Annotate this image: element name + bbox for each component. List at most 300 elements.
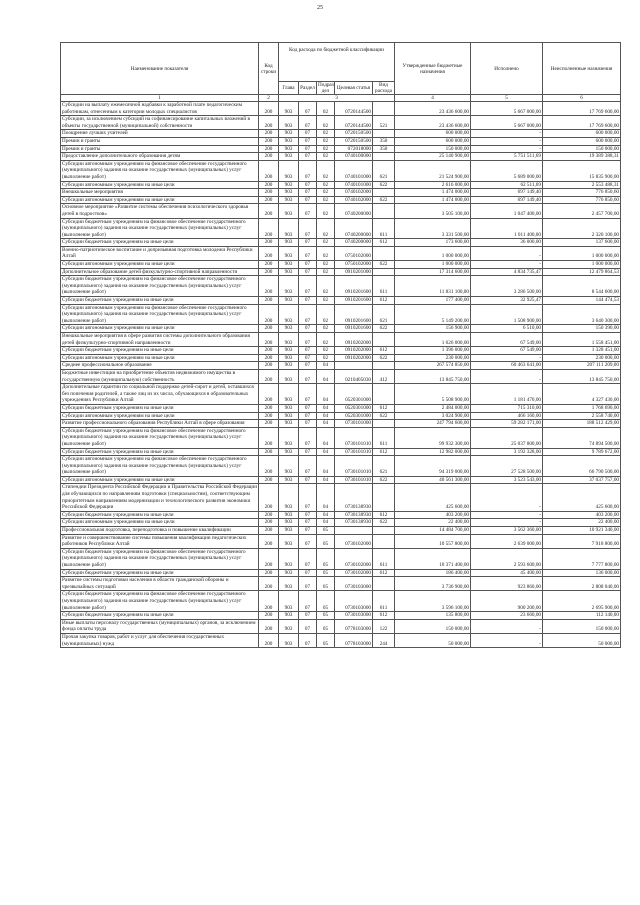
target-item-code: 0910202000 xyxy=(335,354,373,362)
chapter-code: 903 xyxy=(279,268,299,276)
section-code: 07 xyxy=(299,362,317,370)
executed-amount: 5 689 000,00 xyxy=(471,160,543,181)
row-code: 200 xyxy=(259,633,279,647)
executed-amount: 900 200,00 xyxy=(471,591,543,612)
row-code: 200 xyxy=(259,569,279,577)
row-name: Субсидии автономным учреждениям на иные цели xyxy=(61,325,259,333)
unexecuted-amount: 144 474,53 xyxy=(543,297,621,305)
chapter-code: 903 xyxy=(279,145,299,153)
table-row xyxy=(61,633,621,647)
approved-amount: 12 982 000,00 xyxy=(395,448,471,456)
expense-type-code: 521 xyxy=(373,116,395,130)
row-name: Развитие системы подготовки населения в области гражданской обороны и чрезвычайных ситуаций xyxy=(61,577,259,591)
expense-type-code: 621 xyxy=(373,160,395,181)
table-row xyxy=(61,347,621,355)
target-item-code: 0740100000 xyxy=(335,153,373,161)
row-name: Предоставление дополнительного образования детям xyxy=(61,153,259,161)
chapter-code: 903 xyxy=(279,427,299,448)
section-code: 07 xyxy=(299,511,317,519)
section-code: 07 xyxy=(299,218,317,239)
expense-type-code xyxy=(373,333,395,347)
target-item-code: 0720144500 xyxy=(335,116,373,130)
expense-type-code: 350 xyxy=(373,137,395,145)
table-row xyxy=(61,218,621,239)
expense-type-code xyxy=(373,534,395,548)
chapter-code: 903 xyxy=(279,153,299,161)
target-item-code: 0720144500 xyxy=(335,102,373,116)
row-code: 200 xyxy=(259,276,279,297)
approved-amount: 23 436 600,00 xyxy=(395,102,471,116)
expense-type-code xyxy=(373,130,395,138)
section-code: 07 xyxy=(299,404,317,412)
target-item-code: 0730103000 xyxy=(335,612,373,620)
unexecuted-amount: 2 808 040,00 xyxy=(543,577,621,591)
approved-amount: 5 508 900,00 xyxy=(395,384,471,405)
unexecuted-amount: 1 328 451,00 xyxy=(543,347,621,355)
section-code: 07 xyxy=(299,276,317,297)
table-row xyxy=(61,116,621,130)
section-code: 07 xyxy=(299,591,317,612)
chapter-code: 903 xyxy=(279,160,299,181)
row-name: Субсидии автономным учреждениям на иные цели xyxy=(61,476,259,484)
section-code: 07 xyxy=(299,261,317,269)
row-name: Субсидии автономным учреждениям на иные цели xyxy=(61,354,259,362)
table-row xyxy=(61,448,621,456)
chapter-code: 903 xyxy=(279,304,299,325)
section-code: 07 xyxy=(299,456,317,477)
unexecuted-amount: 3 640 300,00 xyxy=(543,304,621,325)
section-code: 07 xyxy=(299,268,317,276)
unexecuted-amount: 150 000,00 xyxy=(543,145,621,153)
section-code: 07 xyxy=(299,519,317,527)
unexecuted-amount: 9 789 672,00 xyxy=(543,448,621,456)
approved-amount: 247 794 600,00 xyxy=(395,420,471,428)
approved-amount: 186 400,00 xyxy=(395,569,471,577)
table-row xyxy=(61,619,621,633)
chapter-code: 903 xyxy=(279,633,299,647)
subsection-code: 04 xyxy=(317,511,335,519)
subsection-code: 02 xyxy=(317,297,335,305)
section-code: 07 xyxy=(299,297,317,305)
row-code: 200 xyxy=(259,130,279,138)
row-name: Субсидии, за исключением субсидий на софинансирование капитальных вложений в объекты государственной (муниципальной) собственности xyxy=(61,116,259,130)
table-row xyxy=(61,577,621,591)
chapter-code: 903 xyxy=(279,476,299,484)
approved-amount: 11 831 100,00 xyxy=(395,276,471,297)
executed-amount: 2 639 000,00 xyxy=(471,534,543,548)
executed-amount: 923 860,00 xyxy=(471,577,543,591)
target-item-code: 0740102000 xyxy=(335,189,373,197)
section-code: 07 xyxy=(299,130,317,138)
subsection-code: 02 xyxy=(317,347,335,355)
target-item-code: 0910201600 xyxy=(335,325,373,333)
row-code: 200 xyxy=(259,261,279,269)
chapter-code: 903 xyxy=(279,297,299,305)
section-code: 07 xyxy=(299,246,317,260)
expense-type-code: 622 xyxy=(373,354,395,362)
row-name: Дополнительное образование детей физкультурно-спортивной направленности xyxy=(61,268,259,276)
chapter-code: 903 xyxy=(279,519,299,527)
section-code: 07 xyxy=(299,384,317,405)
chapter-code: 903 xyxy=(279,333,299,347)
table-row xyxy=(61,160,621,181)
unexecuted-amount: 2 457 700,00 xyxy=(543,204,621,218)
header-subsection: Подраз дел xyxy=(318,82,334,94)
section-code: 07 xyxy=(299,325,317,333)
expense-type-code xyxy=(373,102,395,116)
row-code: 200 xyxy=(259,218,279,239)
section-code: 07 xyxy=(299,369,317,383)
unexecuted-amount: 1 768 690,00 xyxy=(543,404,621,412)
row-code: 200 xyxy=(259,239,279,247)
row-name: Субсидии автономным учреждениям на финансовое обеспечение государственного (муниципального) задания на оказание государственных (муниципальных) услуг (выполнение работ) xyxy=(61,160,259,181)
row-name: Субсидии бюджетным учреждениям на иные цели xyxy=(61,347,259,355)
executed-amount: 1 047 400,00 xyxy=(471,204,543,218)
chapter-code: 903 xyxy=(279,511,299,519)
row-code: 200 xyxy=(259,456,279,477)
unexecuted-amount: 2 320 100,00 xyxy=(543,218,621,239)
subsection-code: 04 xyxy=(317,369,335,383)
section-code: 07 xyxy=(299,476,317,484)
expense-type-code: 612 xyxy=(373,404,395,412)
row-name: Субсидии бюджетным учреждениям на иные цели xyxy=(61,404,259,412)
executed-amount: 3 286 500,00 xyxy=(471,276,543,297)
chapter-code: 903 xyxy=(279,534,299,548)
header-chapter: Глава xyxy=(279,82,299,95)
section-code: 07 xyxy=(299,189,317,197)
row-name: Бюджетные инвестиции на приобретение объектов недвижимого имущества в государственную (муниципальную) собственность xyxy=(61,369,259,383)
executed-amount: 697 149,40 xyxy=(471,196,543,204)
unexecuted-amount: 150 000,00 xyxy=(543,619,621,633)
chapter-code: 903 xyxy=(279,261,299,269)
row-code: 200 xyxy=(259,404,279,412)
unexecuted-amount: 7 918 800,00 xyxy=(543,534,621,548)
target-item-code: 0720150500 xyxy=(335,137,373,145)
approved-amount: 2 616 000,00 xyxy=(395,181,471,189)
table-row xyxy=(61,325,621,333)
chapter-code: 903 xyxy=(279,448,299,456)
section-code: 07 xyxy=(299,527,317,535)
approved-amount: 150 000,00 xyxy=(395,619,471,633)
subsection-code: 05 xyxy=(317,633,335,647)
approved-amount: 177 400,00 xyxy=(395,297,471,305)
unexecuted-amount: 207 111 209,00 xyxy=(543,362,621,370)
row-code: 200 xyxy=(259,297,279,305)
target-item-code xyxy=(335,362,373,370)
unexecuted-amount: 1 000 000,00 xyxy=(543,246,621,260)
target-item-code: 0778103000 xyxy=(335,619,373,633)
chapter-code: 903 xyxy=(279,204,299,218)
row-code: 200 xyxy=(259,412,279,420)
subsection-code: 02 xyxy=(317,239,335,247)
approved-amount: 5 149 200,00 xyxy=(395,304,471,325)
approved-amount: 3 505 100,00 xyxy=(395,204,471,218)
unexecuted-amount: 7 777 800,00 xyxy=(543,548,621,569)
column-index: 5 xyxy=(471,95,543,102)
expense-type-code: 611 xyxy=(373,427,395,448)
chapter-code: 903 xyxy=(279,577,299,591)
unexecuted-amount: 8 544 600,00 xyxy=(543,276,621,297)
section-code: 07 xyxy=(299,204,317,218)
target-item-code: 0730138930 xyxy=(335,511,373,519)
expense-type-code xyxy=(373,484,395,511)
row-code: 200 xyxy=(259,420,279,428)
row-name: Субсидии бюджетным учреждениям на иные цели xyxy=(61,612,259,620)
column-index: 3 xyxy=(279,95,395,102)
target-item-code: 0740200000 xyxy=(335,204,373,218)
target-item-code: 0740200000 xyxy=(335,239,373,247)
chapter-code: 903 xyxy=(279,246,299,260)
unexecuted-amount: 2 558 740,00 xyxy=(543,412,621,420)
chapter-code: 903 xyxy=(279,181,299,189)
row-code: 200 xyxy=(259,160,279,181)
row-name: Профессиональная подготовка, переподготовка и повышение квалификации xyxy=(61,527,259,535)
executed-amount: 3 523 543,00 xyxy=(471,476,543,484)
section-code: 07 xyxy=(299,137,317,145)
row-name: Субсидии автономным учреждениям на финансовое обеспечение государственного (муниципального) задания на оказание государственных (муниципальных) услуг (выполнение работ) xyxy=(61,456,259,477)
subsection-code: 02 xyxy=(317,137,335,145)
chapter-code: 903 xyxy=(279,456,299,477)
executed-amount: - xyxy=(471,369,543,383)
executed-amount: - xyxy=(471,511,543,519)
column-index: 2 xyxy=(259,95,279,102)
chapter-code: 903 xyxy=(279,404,299,412)
row-code: 200 xyxy=(259,577,279,591)
row-code: 200 xyxy=(259,325,279,333)
chapter-code: 903 xyxy=(279,347,299,355)
unexecuted-amount: 403 200,00 xyxy=(543,511,621,519)
chapter-code: 903 xyxy=(279,116,299,130)
table-row xyxy=(61,268,621,276)
subsection-code: 02 xyxy=(317,102,335,116)
chapter-code: 903 xyxy=(279,239,299,247)
section-code: 07 xyxy=(299,577,317,591)
row-code: 200 xyxy=(259,189,279,197)
row-name: Военно-патриотическое воспитание и допризывная подготовка молодежи Республики Алтай xyxy=(61,246,259,260)
subsection-code: 04 xyxy=(317,427,335,448)
chapter-code: 903 xyxy=(279,420,299,428)
target-item-code: 0740101000 xyxy=(335,181,373,189)
subsection-code: 02 xyxy=(317,160,335,181)
approved-amount: 1 626 000,00 xyxy=(395,333,471,347)
executed-amount: 67 549,00 xyxy=(471,347,543,355)
target-item-code: 0910201000 xyxy=(335,268,373,276)
chapter-code: 903 xyxy=(279,548,299,569)
row-code: 200 xyxy=(259,347,279,355)
row-name: Внешкольные мероприятия в сфере развития системы дополнительного образования детей физкультурно-спортивной направленности xyxy=(61,333,259,347)
executed-amount: 1 508 900,00 xyxy=(471,304,543,325)
unexecuted-amount: 776 850,60 xyxy=(543,196,621,204)
subsection-code: 05 xyxy=(317,548,335,569)
section-code: 07 xyxy=(299,160,317,181)
unexecuted-amount: 50 000,00 xyxy=(543,633,621,647)
budget-execution-table xyxy=(60,42,621,648)
table-row xyxy=(61,137,621,145)
unexecuted-amount: 66 790 500,00 xyxy=(543,456,621,477)
table-row xyxy=(61,362,621,370)
target-item-code: 0730101010 xyxy=(335,448,373,456)
executed-amount: 5 667 000,00 xyxy=(471,102,543,116)
subsection-code: 02 xyxy=(317,196,335,204)
row-name: Субсидии бюджетным учреждениям на иные цели xyxy=(61,239,259,247)
subsection-code: 05 xyxy=(317,569,335,577)
expense-type-code: 622 xyxy=(373,196,395,204)
table-row xyxy=(61,189,621,197)
row-name: Субсидии автономным учреждениям на иные цели xyxy=(61,196,259,204)
table-row xyxy=(61,246,621,260)
subsection-code: 02 xyxy=(317,145,335,153)
executed-amount: 466 160,00 xyxy=(471,412,543,420)
subsection-code: 02 xyxy=(317,189,335,197)
row-name: Прочая закупка товаров, работ и услуг для обеспечения государственных (муниципальных) нужд xyxy=(61,633,259,647)
unexecuted-amount: 17 769 600,00 xyxy=(543,116,621,130)
subsection-code: 05 xyxy=(317,577,335,591)
row-name: Субсидии бюджетным учреждениям на иные цели xyxy=(61,448,259,456)
subsection-code: 02 xyxy=(317,276,335,297)
row-name: Субсидии автономным учреждениям на финансовое обеспечение государственного (муниципального) задания на оказание государственных (муниципальных) услуг (выполнение работ) xyxy=(61,304,259,325)
executed-amount: 5 751 511,69 xyxy=(471,153,543,161)
table-row xyxy=(61,612,621,620)
unexecuted-amount: 425 600,00 xyxy=(543,484,621,511)
subsection-code: 02 xyxy=(317,261,335,269)
subsection-code: 04 xyxy=(317,362,335,370)
table-row xyxy=(61,427,621,448)
executed-amount: 23 660,00 xyxy=(471,612,543,620)
unexecuted-amount: 10 921 340,00 xyxy=(543,527,621,535)
target-item-code: 0730138930 xyxy=(335,484,373,511)
subsection-code: 05 xyxy=(317,612,335,620)
row-name: Субсидии автономным учреждениям на иные цели xyxy=(61,519,259,527)
target-item-code: 0730102000 xyxy=(335,534,373,548)
section-code: 07 xyxy=(299,427,317,448)
header-name: Наименование показателя xyxy=(61,43,259,95)
subsection-code: 04 xyxy=(317,420,335,428)
subsection-code: 04 xyxy=(317,456,335,477)
table-row xyxy=(61,548,621,569)
header-classification: Код расхода по бюджетной классификации xyxy=(279,43,395,82)
expense-type-code xyxy=(373,204,395,218)
subsection-code: 04 xyxy=(317,412,335,420)
unexecuted-amount: 136 000,00 xyxy=(543,569,621,577)
table-row xyxy=(61,354,621,362)
expense-type-code: 621 xyxy=(373,304,395,325)
subsection-code: 02 xyxy=(317,116,335,130)
table-row xyxy=(61,261,621,269)
approved-amount: 267 574 850,00 xyxy=(395,362,471,370)
unexecuted-amount: 17 769 600,00 xyxy=(543,102,621,116)
table-row xyxy=(61,519,621,527)
subsection-code: 02 xyxy=(317,268,335,276)
table-row xyxy=(61,145,621,153)
section-code: 07 xyxy=(299,347,317,355)
section-code: 07 xyxy=(299,412,317,420)
row-code: 200 xyxy=(259,362,279,370)
chapter-code: 903 xyxy=(279,218,299,239)
section-code: 07 xyxy=(299,569,317,577)
row-name: Субсидии бюджетным учреждениям на финансовое обеспечение государственного (муниципального) задания на оказание государственных (муниципальных) услуг (выполнение работ) xyxy=(61,276,259,297)
table-row xyxy=(61,196,621,204)
subsection-code: 04 xyxy=(317,404,335,412)
section-code: 07 xyxy=(299,153,317,161)
target-item-code xyxy=(335,527,373,535)
target-item-code: 0910202000 xyxy=(335,347,373,355)
row-name: Дополнительные гарантии по социальной поддержке детей-сирот и детей, оставшихся без попечения родителей, а также лиц из их числа, обучающихся в образовательных учреждениях Республики Алтай xyxy=(61,384,259,405)
unexecuted-amount: 22 400,00 xyxy=(543,519,621,527)
subsection-code: 02 xyxy=(317,354,335,362)
row-code: 200 xyxy=(259,196,279,204)
row-code: 200 xyxy=(259,333,279,347)
target-item-code: 0750102000 xyxy=(335,246,373,260)
target-item-code: 0910201600 xyxy=(335,304,373,325)
target-item-code: 0730103000 xyxy=(335,577,373,591)
target-item-code: 0520301000 xyxy=(335,384,373,405)
subsection-code: 04 xyxy=(317,519,335,527)
target-item-code: 0730101000 xyxy=(335,420,373,428)
executed-amount: 59 282 171,00 xyxy=(471,420,543,428)
row-name: Развитие профессионального образования Республики Алтай в сфере образования xyxy=(61,420,259,428)
expense-type-code xyxy=(373,153,395,161)
expense-type-code: 622 xyxy=(373,412,395,420)
table-row xyxy=(61,181,621,189)
executed-amount: 5 667 000,00 xyxy=(471,116,543,130)
section-code: 07 xyxy=(299,633,317,647)
header-section: Раздел xyxy=(299,82,317,95)
table-row xyxy=(61,369,621,383)
row-code: 200 xyxy=(259,153,279,161)
expense-type-code: 612 xyxy=(373,448,395,456)
header-approved: Утвержденные бюджетные назначения xyxy=(395,43,471,95)
section-code: 07 xyxy=(299,145,317,153)
target-item-code: 0730103000 xyxy=(335,591,373,612)
unexecuted-amount: 137 600,00 xyxy=(543,239,621,247)
row-name: Субсидии бюджетным учреждениям на иные цели xyxy=(61,297,259,305)
expense-type-code: 612 xyxy=(373,612,395,620)
row-code: 200 xyxy=(259,204,279,218)
unexecuted-amount: 2 695 900,00 xyxy=(543,591,621,612)
header-unexecuted: Неисполненные назначения xyxy=(543,43,621,95)
section-code: 07 xyxy=(299,196,317,204)
expense-type-code xyxy=(373,189,395,197)
section-code: 07 xyxy=(299,534,317,548)
approved-amount: 3 331 500,00 xyxy=(395,218,471,239)
row-code: 200 xyxy=(259,116,279,130)
chapter-code: 903 xyxy=(279,612,299,620)
unexecuted-amount: 19 389 388,31 xyxy=(543,153,621,161)
expense-type-code: 622 xyxy=(373,181,395,189)
header-target-item: Целевая статья xyxy=(335,82,373,95)
row-name: Стипендии Президента Российской Федерации и Правительства Российской Федерации для обучающихся по направлениям подготовки (специальностям), соответствующим приоритетным направлениям модернизации и технологического развития экономики Российской Федерации xyxy=(62,484,257,511)
row-name: Субсидии бюджетным учреждениям на финансовое обеспечение государственного (муниципального) задания на оказание государственных (муниципальных) услуг (выполнение работ) xyxy=(61,591,259,612)
approved-amount: 99 932 300,00 xyxy=(395,427,471,448)
target-item-code: 0520301000 xyxy=(335,412,373,420)
chapter-code: 903 xyxy=(279,369,299,383)
executed-amount: 62 511,69 xyxy=(471,181,543,189)
row-name: Развитие и совершенствование системы повышения квалификации педагогических работников Республики Алтай xyxy=(61,534,259,548)
table-row xyxy=(61,484,621,511)
expense-type-code xyxy=(373,420,395,428)
expense-type-code: 612 xyxy=(373,569,395,577)
row-code: 200 xyxy=(259,137,279,145)
chapter-code: 903 xyxy=(279,354,299,362)
approved-amount: 50 000,00 xyxy=(395,633,471,647)
chapter-code: 903 xyxy=(279,130,299,138)
approved-amount: 10 371 400,00 xyxy=(395,548,471,569)
executed-amount: 32 925,47 xyxy=(471,297,543,305)
row-name: Субсидии на выплату ежемесячной надбавки к заработной плате педагогическим работникам, отнесенным к категории молодых специалистов xyxy=(61,102,259,116)
subsection-code: 02 xyxy=(317,218,335,239)
section-code: 07 xyxy=(299,619,317,633)
unexecuted-amount: 112 140,00 xyxy=(543,612,621,620)
